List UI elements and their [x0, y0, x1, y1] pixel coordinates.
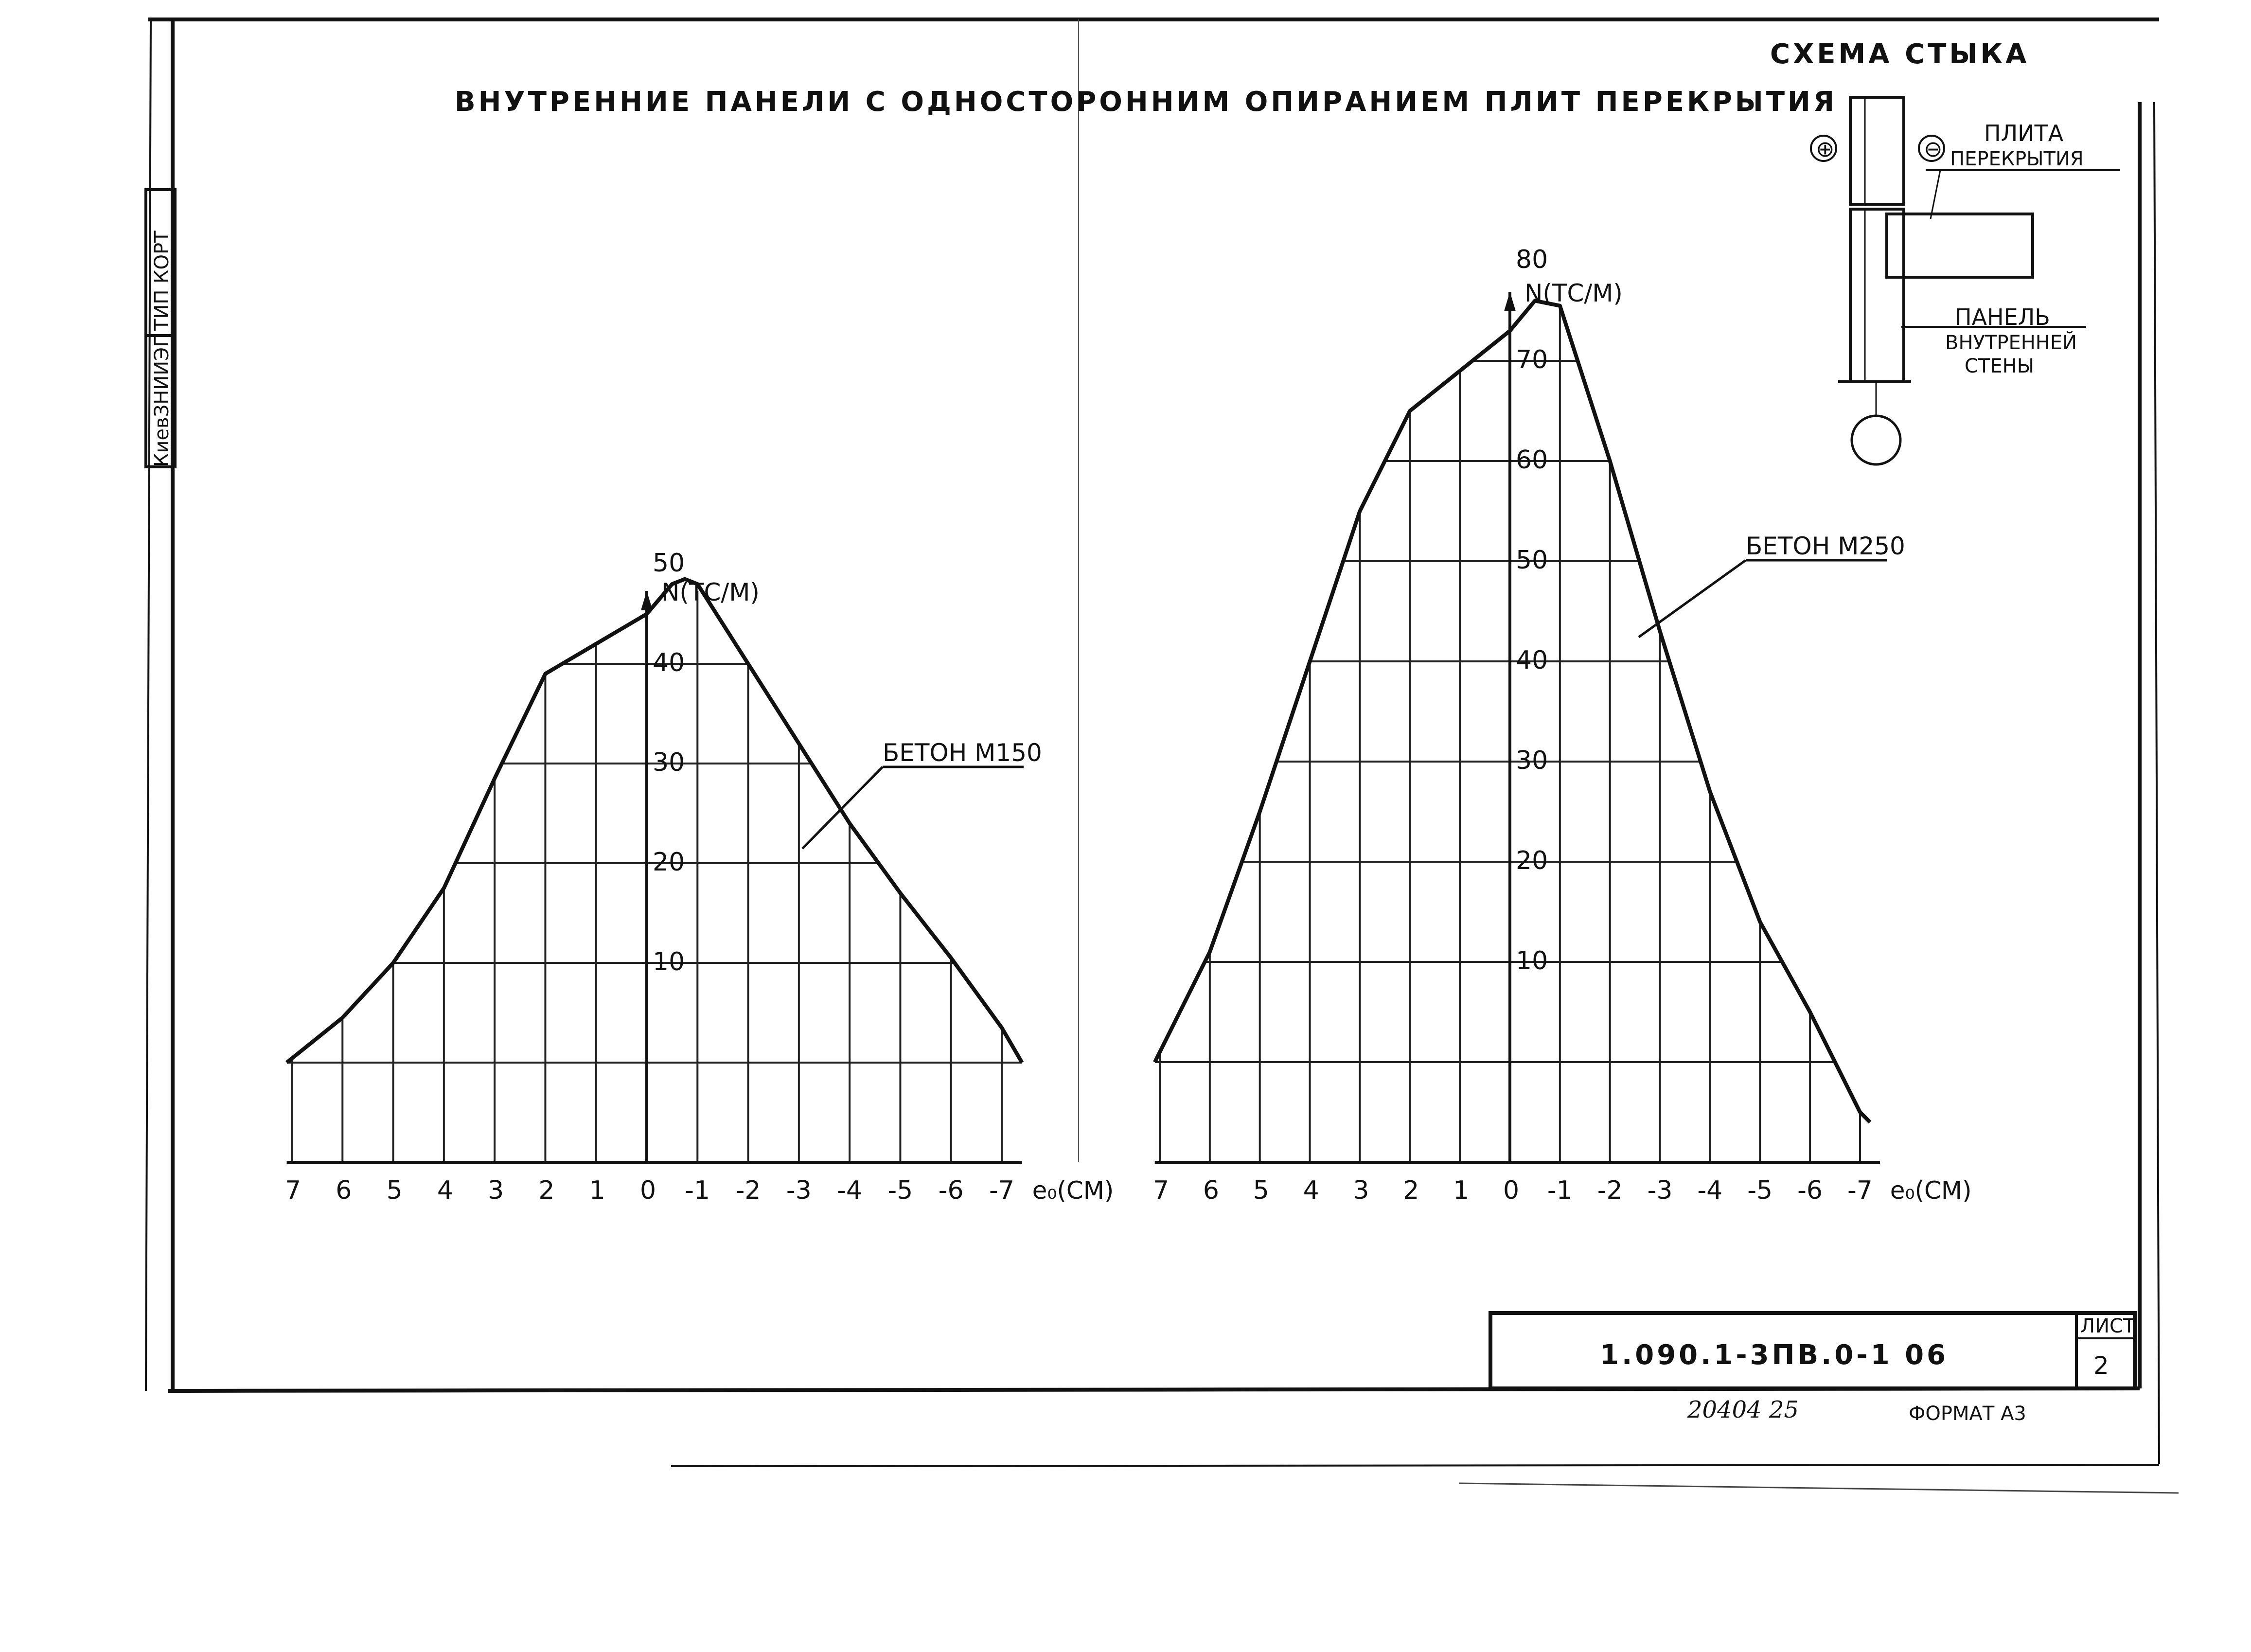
x-tick-label: 5	[386, 1176, 403, 1205]
sheet-label: ЛИСТ	[2080, 1315, 2135, 1337]
lower-wall-panel	[1850, 209, 1904, 382]
format-label: ФОРМАТ А3	[1909, 1403, 2026, 1425]
slab-label-line2: ПЕРЕКРЫТИЯ	[1950, 148, 2084, 170]
x-tick-label: 0	[640, 1176, 656, 1205]
y-tick-label: 20	[653, 848, 685, 877]
y-tick-label: 80	[1516, 245, 1548, 274]
series-label-leader	[1639, 560, 1746, 637]
y-tick-label: 30	[1516, 746, 1548, 775]
x-tick-label: 7	[285, 1176, 301, 1205]
doc-code: 1.090.1-3ПВ.0-1 06	[1600, 1339, 1949, 1371]
x-axis-title: e₀(СМ)	[1890, 1176, 1972, 1205]
scheme-title: СХЕМА СТЫКА	[1770, 38, 2030, 70]
x-tick-label: -5	[887, 1176, 913, 1205]
x-tick-label: -7	[1847, 1176, 1873, 1205]
x-tick-label: -2	[1597, 1176, 1623, 1205]
x-tick-label: -7	[989, 1176, 1014, 1205]
side-stamp-type: ТИП КОРТ	[151, 231, 173, 331]
x-tick-label: 2	[1403, 1176, 1419, 1205]
y-tick-label: 30	[653, 748, 685, 777]
sheet-title: ВНУТРЕННИЕ ПАНЕЛИ С ОДНОСТОРОННИМ ОПИРАНИЕМ ПЛИТ ПЕРЕКРЫТИЯ	[455, 86, 1838, 118]
chart-grid	[1155, 261, 1890, 1162]
plus-marker: ⊕	[1816, 136, 1835, 162]
sheet-number: 2	[2093, 1351, 2109, 1380]
x-tick-label: -4	[837, 1176, 863, 1205]
upper-wall-panel	[1850, 97, 1904, 204]
x-tick-label: 0	[1503, 1176, 1520, 1205]
x-tick-label: 6	[1203, 1176, 1219, 1205]
chart-beton-m250	[1153, 245, 1972, 1205]
y-axis-title: N(ТС/М)	[1524, 279, 1623, 307]
inventory-number: 20404 25	[1687, 1396, 1799, 1423]
series-label: БЕТОН М150	[883, 739, 1042, 767]
panel-label-line2: ВНУТРЕННЕЙ	[1945, 332, 2077, 354]
minus-marker: ⊖	[1924, 136, 1943, 162]
x-tick-label: -2	[735, 1176, 761, 1205]
x-tick-label: -3	[786, 1176, 812, 1205]
x-tick-label: 1	[1453, 1176, 1470, 1205]
y-tick-label: 40	[653, 648, 685, 677]
floor-slab	[1887, 214, 2033, 277]
x-tick-label: 5	[1253, 1176, 1269, 1205]
series-label: БЕТОН М250	[1746, 532, 1905, 560]
x-tick-label: -6	[1797, 1176, 1823, 1205]
y-tick-label: 50	[653, 549, 685, 578]
x-tick-label: -5	[1747, 1176, 1773, 1205]
y-tick-label: 60	[1516, 445, 1548, 475]
panel-label-line1: ПАНЕЛЬ	[1955, 304, 2050, 330]
x-tick-label: 6	[336, 1176, 352, 1205]
slab-label-line1: ПЛИТА	[1984, 120, 2064, 146]
y-tick-label: 70	[1516, 345, 1548, 374]
y-tick-label: 20	[1516, 846, 1548, 875]
x-tick-label: -6	[938, 1176, 964, 1205]
x-tick-label: 1	[589, 1176, 605, 1205]
series-label-leader	[802, 767, 883, 849]
x-tick-label: 2	[538, 1176, 555, 1205]
y-tick-label: 40	[1516, 646, 1548, 675]
x-tick-label: 4	[1303, 1176, 1319, 1205]
x-tick-label: 7	[1153, 1176, 1170, 1205]
side-stamp-institute: КиевЗНИИЭП	[151, 332, 173, 467]
x-tick-label: -4	[1697, 1176, 1723, 1205]
chart-beton-m150	[285, 549, 1114, 1205]
title-block	[1490, 1313, 2135, 1388]
sheet-frame	[146, 19, 2179, 1493]
panel-label-line3: СТЕНЫ	[1965, 355, 2035, 377]
x-tick-label: 3	[1353, 1176, 1369, 1205]
y-axis-title: N(ТС/М)	[661, 578, 760, 606]
axis-marker-circle	[1852, 416, 1900, 464]
y-tick-label: 10	[1516, 946, 1548, 976]
x-tick-label: 4	[437, 1176, 453, 1205]
y-tick-label: 50	[1516, 546, 1548, 575]
x-axis-title: e₀(СМ)	[1032, 1176, 1114, 1205]
y-axis-arrow	[1504, 292, 1516, 311]
x-tick-label: -1	[1547, 1176, 1573, 1205]
y-tick-label: 10	[653, 947, 685, 977]
x-tick-label: -3	[1647, 1176, 1673, 1205]
x-tick-label: -1	[685, 1176, 710, 1205]
series-curve	[1155, 301, 1870, 1122]
x-tick-label: 3	[488, 1176, 504, 1205]
